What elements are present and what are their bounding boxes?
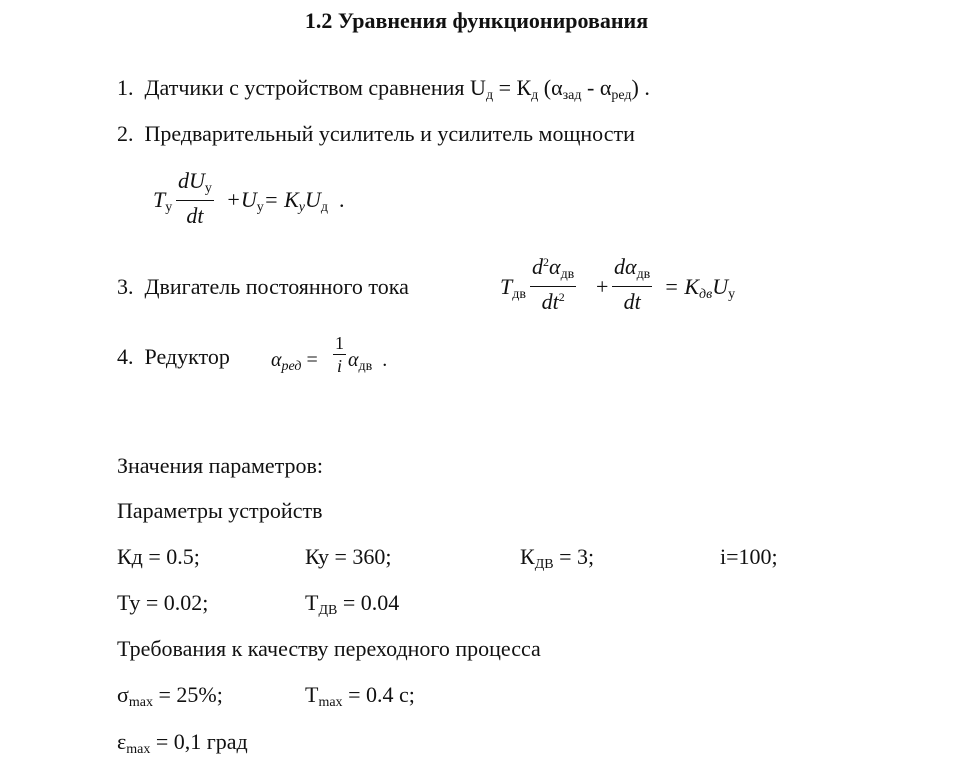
req-sigma: $\sigma_{max} = 25\%$; xyxy=(117,682,223,710)
params-heading: Значения параметров: xyxy=(117,453,324,478)
param-kdv: $К_{ДВ} = 3$; xyxy=(520,544,595,572)
req-eps: $\varepsilon_{max} = 0,1$ град xyxy=(117,729,248,757)
param-i: i=100; xyxy=(720,544,778,569)
param-tu: Ту = 0.02; xyxy=(117,590,209,615)
page-title: 1.2 Уравнения функционирования xyxy=(304,8,649,33)
devices-heading: Параметры устройств xyxy=(117,498,323,523)
item-3: 3. Двигатель постоянного тока xyxy=(117,274,409,299)
req-tmax: $T_{max} = 0.4$ с; xyxy=(305,682,415,710)
param-tdv: $Т_{ДВ} = 0.04$ xyxy=(305,590,400,618)
param-ku: Ку = 360; xyxy=(305,544,392,569)
param-kd: Кд = 0.5; xyxy=(117,544,200,569)
item-2: 2. Предварительный усилитель и усилитель мощности xyxy=(117,121,635,146)
item-4: 4. Редуктор xyxy=(117,344,230,369)
requirements-heading: Требования к качеству переходного процесса xyxy=(117,636,541,661)
item-1: 1. Датчики с устройством сравнения $U_д = К_д$ $(\alpha_{зад} - \alpha_{ред})$ . xyxy=(117,75,650,103)
